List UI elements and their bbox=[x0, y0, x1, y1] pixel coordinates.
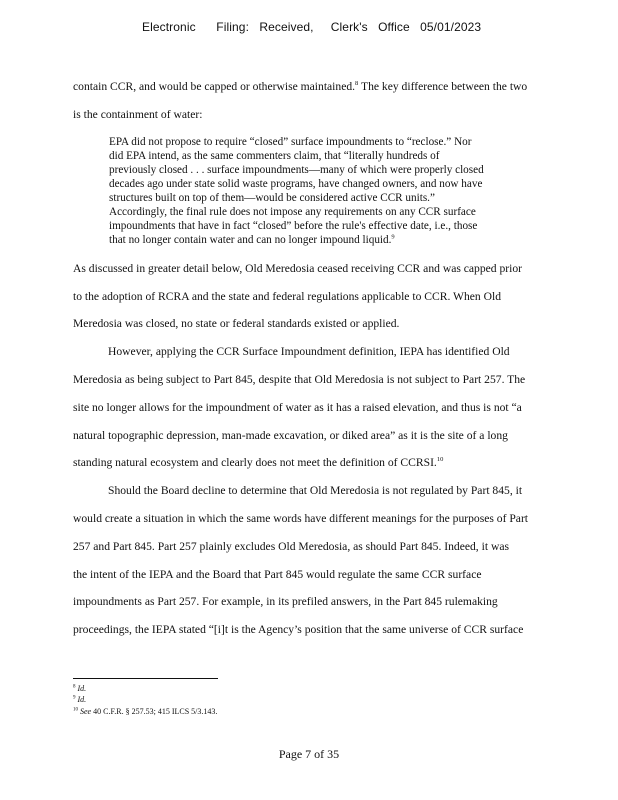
header-office: Office bbox=[378, 20, 410, 34]
quote-line: previously closed . . . surface impoundments—many of which were properly closed bbox=[109, 164, 484, 176]
footnote-ref: 10 bbox=[436, 456, 444, 464]
body-line: proceedings, the IEPA stated “[i]t is the Agency’s position that the same universe of CCR surface bbox=[73, 623, 524, 636]
body-line: the intent of the IEPA and the Board that Part 845 would regulate the same CCR surface bbox=[73, 568, 482, 581]
body-line: As discussed in greater detail below, Old Meredosia ceased receiving CCR and was capped prior bbox=[73, 262, 523, 275]
page-number: Page 7 of 35 bbox=[278, 747, 340, 761]
header-date: 05/01/2023 bbox=[420, 20, 482, 34]
body-line: to the adoption of RCRA and the state and federal regulations applicable to CCR. When Old bbox=[73, 290, 502, 303]
quote-line: that no longer contain water and can no longer impound liquid.$^9$ bbox=[109, 233, 395, 246]
header-clerks: Clerk's bbox=[330, 20, 368, 34]
body-line: Meredosia was closed, no state or federal standards existed or applied. bbox=[73, 317, 400, 330]
quote-line: EPA did not propose to require “closed” surface impoundments to “reclose.” Nor bbox=[109, 136, 472, 148]
quote-line: impoundments that have in fact “closed” before the rule's effective date, i.e., those bbox=[109, 220, 478, 232]
footnote-ref: 9 bbox=[391, 233, 395, 241]
footnote: $^9$ Id. bbox=[73, 695, 87, 704]
footnote: $^8$ Id. bbox=[73, 684, 87, 693]
body-line: impoundments as Part 257. For example, in its prefiled answers, in the Part 845 rulemaking bbox=[73, 595, 498, 608]
body-line: is the containment of water: bbox=[73, 108, 203, 121]
body-line: would create a situation in which the same words have different meanings for the purposes of Part bbox=[73, 512, 529, 525]
header-electronic: Electronic bbox=[142, 20, 196, 34]
body-line: standing natural ecosystem and clearly does not meet the definition of CCRSI.$^{10}$ bbox=[73, 456, 444, 469]
quote-line: decades ago under state solid waste programs, have changed owners, and now have bbox=[109, 178, 483, 190]
filing-stamp-header bbox=[142, 20, 481, 34]
quote-line: Accordingly, the final rule does not impose any requirements on any CCR surface bbox=[109, 206, 476, 218]
quote-line: did EPA intend, as the same commenters claim, that “literally hundreds of bbox=[109, 150, 440, 162]
body-line: However, applying the CCR Surface Impoundment definition, IEPA has identified Old bbox=[108, 345, 510, 358]
body-line: contain CCR, and would be capped or otherwise maintained.$^8$ The key difference between the two bbox=[73, 80, 528, 93]
body-line: Meredosia as being subject to Part 845, despite that Old Meredosia is not subject to Part 257. The bbox=[73, 373, 526, 386]
body-line: site no longer allows for the impoundment of water as it has a raised elevation, and thus is not “a bbox=[73, 401, 522, 414]
body-line: 257 and Part 845. Part 257 plainly excludes Old Meredosia, as should Part 845. Indeed, it was bbox=[73, 540, 509, 553]
header-received: Received, bbox=[259, 20, 314, 34]
footnote-divider bbox=[73, 678, 218, 679]
quote-line: structures built on top of them—would be considered active CCR units.” bbox=[109, 192, 435, 204]
body-line: Should the Board decline to determine that Old Meredosia is not regulated by Part 845, it bbox=[108, 484, 523, 497]
footnote: $^{10}$ See 40 C.F.R. § 257.53; 415 ILCS 5/3.143. bbox=[73, 707, 218, 716]
body-line: natural topographic depression, man-made excavation, or diked area” as it is the site of a long bbox=[73, 429, 508, 442]
header-filing: Filing: bbox=[216, 20, 250, 34]
footnote-ref: 8 bbox=[355, 80, 359, 88]
